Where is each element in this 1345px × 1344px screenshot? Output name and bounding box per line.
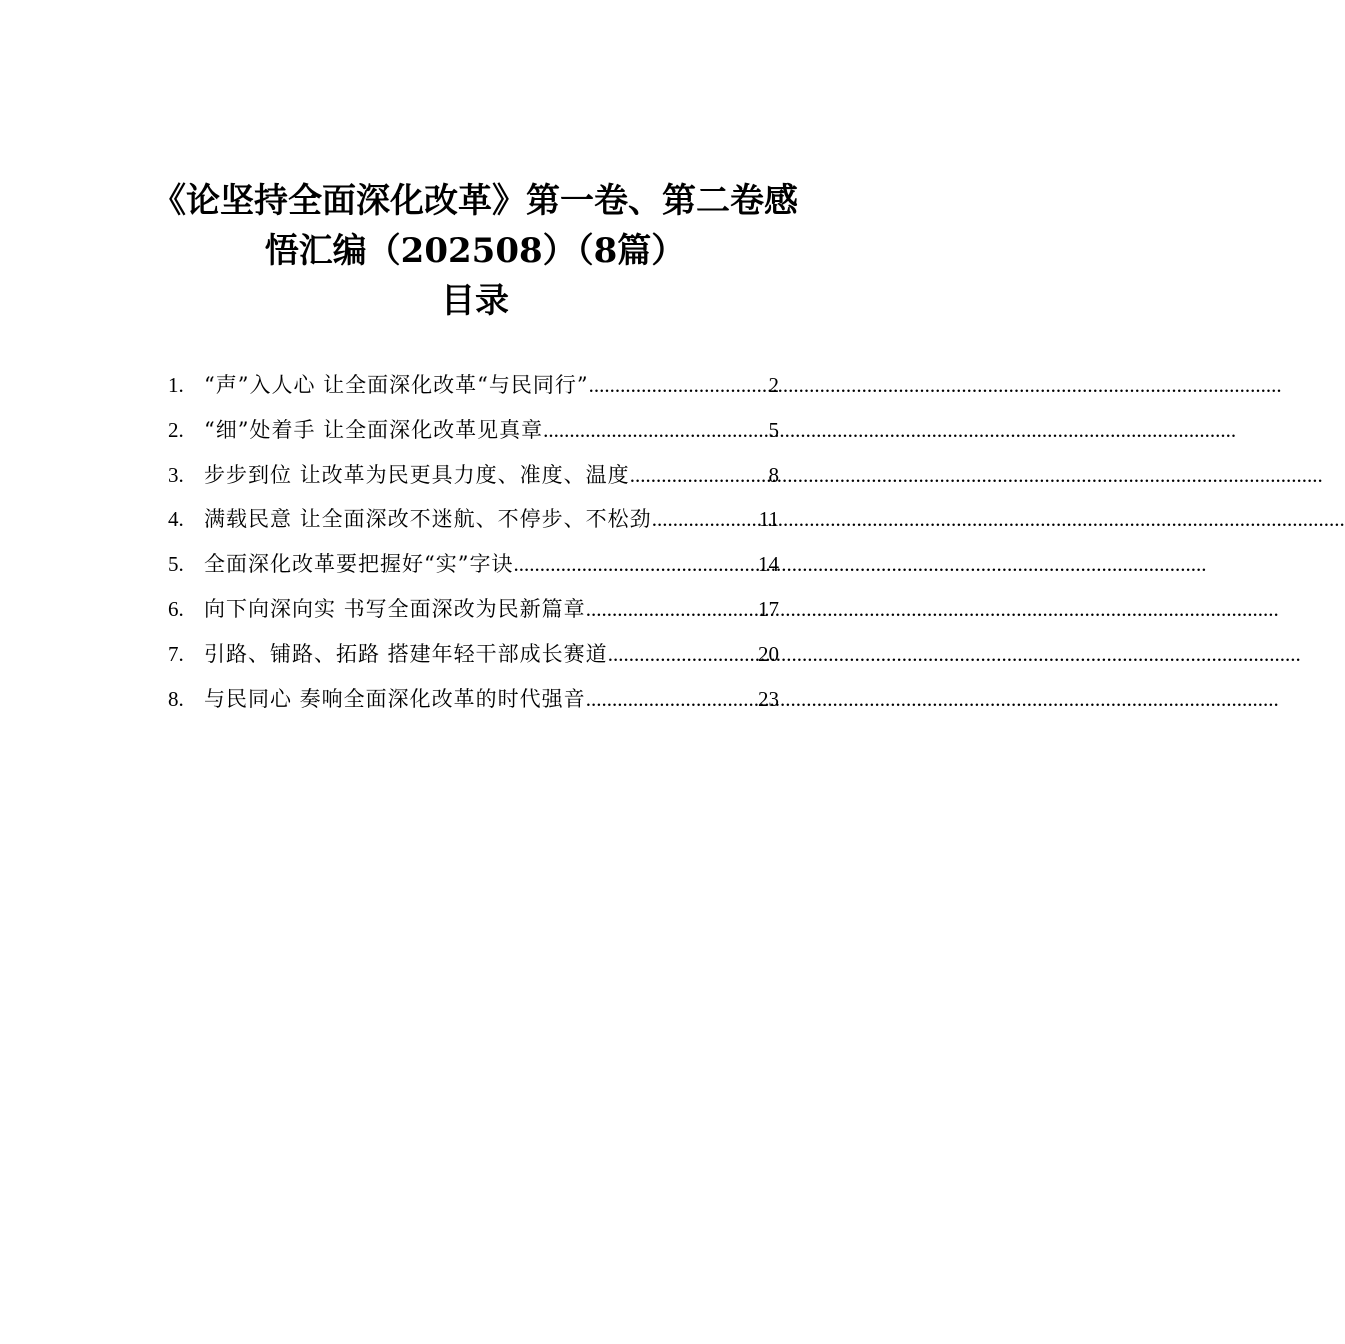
toc-entry-page: 23: [758, 686, 779, 711]
toc-entry-1[interactable]: [168, 363, 779, 408]
toc-entry-number: 3.: [168, 462, 184, 487]
document-title: [0, 176, 950, 326]
title-line-2: 悟汇编（202508）（8篇）: [264, 231, 686, 271]
toc-entry-title: 满载民意 让全面深改不迷航、不停步、不松劲: [204, 507, 652, 532]
toc-entry-title: 全面深化改革要把握好“实”字诀: [204, 552, 514, 577]
title-line-1: 《论坚持全面深化改革》第一卷、第二卷感: [152, 181, 798, 221]
toc-entry-number: 2.: [168, 417, 184, 442]
toc-entry-number: 4.: [168, 507, 184, 532]
toc-entry-4[interactable]: [168, 497, 779, 542]
toc-entry-number: 6.: [168, 596, 184, 621]
toc-entry-6[interactable]: [168, 587, 779, 632]
toc-leader-dots: [630, 453, 769, 498]
toc-entry-2[interactable]: [168, 408, 779, 453]
toc-entry-page: 14: [758, 552, 779, 577]
toc-entry-page: 11: [758, 507, 779, 532]
toc-entry-title: 向下向深向实 书写全面深改为民新篇章: [204, 596, 586, 621]
toc-entry-number: 5.: [168, 552, 184, 577]
toc-entry-number: 7.: [168, 641, 184, 666]
toc-entry-page: 5: [768, 417, 779, 442]
toc-entry-title: 引路、铺路、拓路 搭建年轻干部成长赛道: [204, 641, 608, 666]
toc-entry-page: 8: [768, 462, 779, 487]
toc-heading: 目录: [441, 281, 509, 321]
toc-leader-dots: [589, 363, 769, 408]
toc-leader-dots: [608, 632, 758, 677]
toc-entry-3[interactable]: [168, 453, 779, 498]
toc-entry-7[interactable]: [168, 632, 779, 677]
toc-entry-8[interactable]: [168, 677, 779, 722]
toc-leader-dots: [543, 408, 768, 453]
toc-leader-dots: [513, 542, 758, 587]
toc-entry-5[interactable]: [168, 542, 779, 587]
toc-leader-dots: [586, 587, 758, 632]
toc-leader-dots: [586, 677, 758, 722]
toc-entry-title: 与民同心 奏响全面深化改革的时代强音: [204, 686, 586, 711]
toc-entry-number: 8.: [168, 686, 184, 711]
toc-entry-number: 1.: [168, 373, 184, 397]
toc-entry-page: 17: [758, 596, 779, 621]
toc-entry-page: 20: [758, 641, 779, 666]
table-of-contents: [168, 363, 779, 721]
toc-leader-dots: [652, 497, 759, 542]
toc-entry-title: 步步到位 让改革为民更具力度、准度、温度: [204, 462, 630, 487]
toc-entry-title: “声”入人心 让全面深化改革“与民同行”: [204, 373, 589, 397]
toc-entry-title: “细”处着手 让全面深化改革见真章: [204, 417, 544, 442]
toc-entry-page: 2: [768, 373, 779, 397]
